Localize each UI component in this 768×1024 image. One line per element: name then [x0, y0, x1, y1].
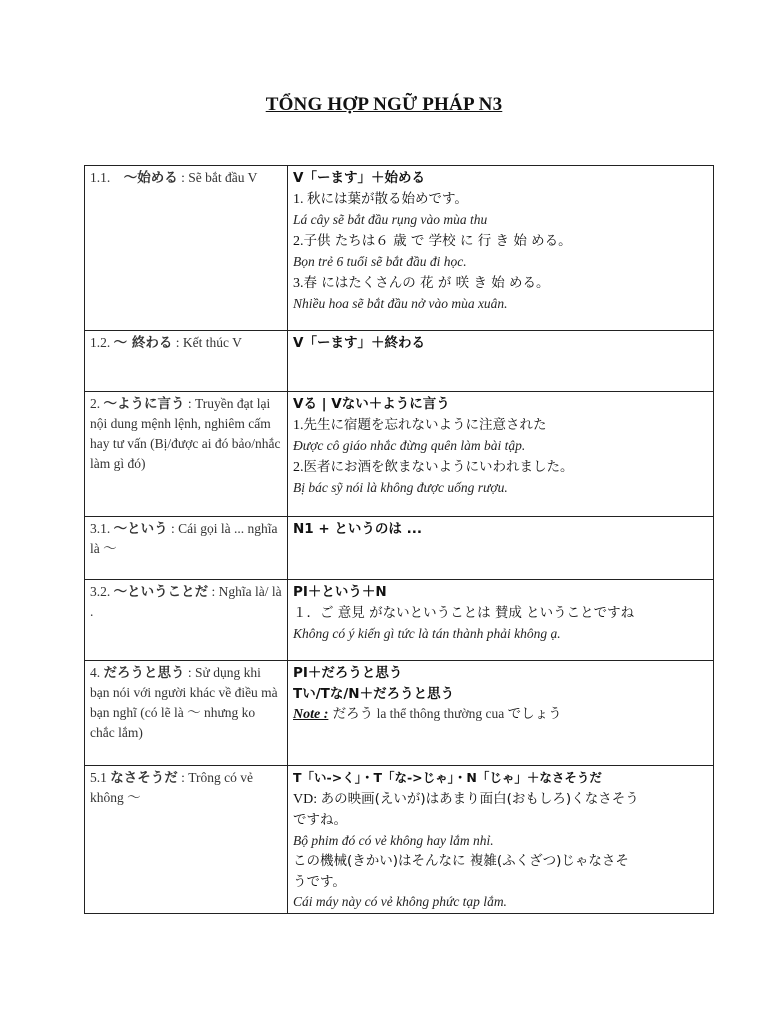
example-jp: [293, 189, 708, 211]
example-jp: [293, 789, 708, 811]
note-text: la thể thông thường cua: [373, 706, 508, 721]
grammar-point-cell: [85, 661, 288, 766]
example-jp: [293, 415, 708, 437]
grammar-gloss: : Cái gọi là ... nghĩa là ～: [90, 521, 278, 556]
example-translation: Được cô giáo nhắc đừng quên làm bài tập.: [293, 438, 526, 453]
grammar-pattern: ～という: [113, 521, 168, 537]
grammar-point-cell: [85, 580, 288, 661]
table-row: [85, 517, 714, 580]
grammar-gloss: : Trông có vẻ không ～: [90, 770, 254, 805]
note-jp: だろう: [328, 706, 374, 722]
grammar-formula: V「ーます」＋始める: [293, 170, 425, 186]
grammar-point-cell: [85, 166, 288, 331]
row-number: 2.: [90, 396, 104, 411]
grammar-point-cell: [85, 766, 288, 914]
example-number: 2.: [293, 233, 304, 249]
usage-cell: [288, 766, 714, 914]
row-number: 3.2.: [90, 584, 114, 599]
grammar-gloss: : Sẽ bắt đầu V: [177, 170, 258, 185]
table-row: [85, 580, 714, 661]
note-jp: でしょう: [507, 706, 562, 722]
example-text: 春 にはたくさんの 花 が 咲 き 始 める。: [303, 274, 550, 291]
example-jp: [293, 273, 708, 295]
example-translation: Không có ý kiến gì tức là tán thành phải không ạ.: [293, 626, 561, 641]
grammar-formula: PI＋という＋N: [293, 584, 387, 600]
example-text: 先生に宿題を忘れないように注意された: [303, 416, 547, 433]
usage-cell: [288, 166, 714, 331]
grammar-pattern: ～ 終わる: [113, 335, 173, 351]
example-number: 3.: [293, 275, 304, 291]
example-translation: Bọn trẻ 6 tuổi sẽ bắt đầu đi học.: [293, 254, 467, 269]
row-number: 5.1: [90, 770, 111, 785]
grammar-formula: V「ーます」＋終わる: [293, 335, 425, 351]
usage-cell: [288, 517, 714, 580]
grammar-pattern: だろうと思う: [103, 665, 185, 681]
grammar-formula: T「い->く」・T「な->じゃ」・N「じゃ」＋なさそうだ: [293, 770, 602, 785]
table-row: [85, 331, 714, 392]
page-title: TỔNG HỢP NGỮ PHÁP N3: [265, 94, 503, 115]
grammar-pattern: ～始める: [123, 170, 178, 186]
example-translation: Lá cây sẽ bắt đầu rụng vào mùa thu: [293, 212, 488, 227]
example-text: この機械(きかい)はそんなに 複雑(ふくざつ)じゃなさそ: [293, 853, 629, 869]
grammar-pattern: なさそうだ: [110, 770, 178, 786]
example-text: 子供 たちは６ 歳 で 学校 に 行 き 始 める。: [303, 232, 572, 249]
grammar-gloss: : Truyền đạt lại nội dung mệnh lệnh, nghiêm cấm hay tư vấn (Bị/được ai đó bảo/nhắc làm gì đó): [90, 396, 281, 471]
example-text-continued: ですね。: [293, 812, 347, 828]
table-row: [85, 766, 714, 914]
grammar-gloss: : Nghĩa là/ là .: [90, 584, 282, 619]
grammar-pattern: ～ということだ: [113, 584, 209, 600]
grammar-point-cell: [85, 331, 288, 392]
table-row: [85, 661, 714, 766]
grammar-point-cell: [85, 517, 288, 580]
grammar-formula: PI＋だろうと思う: [293, 665, 403, 681]
example-number: 1.: [293, 191, 307, 207]
example-jp: [293, 603, 708, 625]
grammar-formula: Vる | Vない＋ように言う: [293, 396, 450, 412]
note-label: Note :: [293, 707, 329, 722]
row-number: 1.1.: [90, 170, 111, 185]
grammar-pattern: ～ように言う: [103, 396, 185, 412]
usage-cell: [288, 580, 714, 661]
grammar-formula: N1 + というのは ...: [293, 521, 422, 537]
grammar-gloss: : Sử dụng khi bạn nói với người khác về điều mà bạn nghĩ (có lẽ là ～ nhưng ko chắc lắm): [90, 665, 278, 740]
usage-cell: [288, 661, 714, 766]
example-text: あの映画(えいが)はあまり面白(おもしろ)くなさそう: [320, 790, 639, 807]
example-text: 医者にお酒を飲まないようにいわれました。: [303, 458, 574, 475]
usage-note: [293, 704, 708, 726]
usage-cell: [288, 392, 714, 517]
grammar-table: [84, 165, 714, 914]
row-number: 1.2.: [90, 335, 114, 350]
table-row: [85, 392, 714, 517]
example-translation: Bị bác sỹ nói là không được uống rượu.: [293, 480, 508, 495]
usage-cell: [288, 331, 714, 392]
example-text-continued: うです。: [293, 873, 346, 890]
row-number: 3.1.: [90, 521, 114, 536]
example-translation: Nhiều hoa sẽ bắt đầu nở vào mùa xuân.: [293, 296, 508, 311]
example-translation: Bộ phim đó có vẻ không hay lắm nhỉ.: [293, 832, 494, 848]
grammar-gloss: : Kết thúc V: [172, 335, 242, 350]
table-row: [85, 166, 714, 331]
example-text: ご 意見 がないということは 賛成 ということですね: [320, 604, 635, 621]
example-jp: [293, 457, 708, 479]
example-number: １．: [293, 604, 320, 621]
example-label: VD:: [293, 791, 321, 807]
example-text: 秋には葉が散る始めです。: [307, 190, 468, 207]
example-translation: Cái máy này có vẻ không phức tạp lắm.: [293, 894, 507, 909]
example-jp: [293, 231, 708, 253]
example-number: 2.: [293, 459, 304, 475]
example-number: 1.: [293, 417, 304, 433]
grammar-point-cell: [85, 392, 288, 517]
row-number: 4.: [90, 665, 104, 680]
grammar-formula-alt: Tい/Tな/N＋だろうと思う: [293, 685, 455, 702]
